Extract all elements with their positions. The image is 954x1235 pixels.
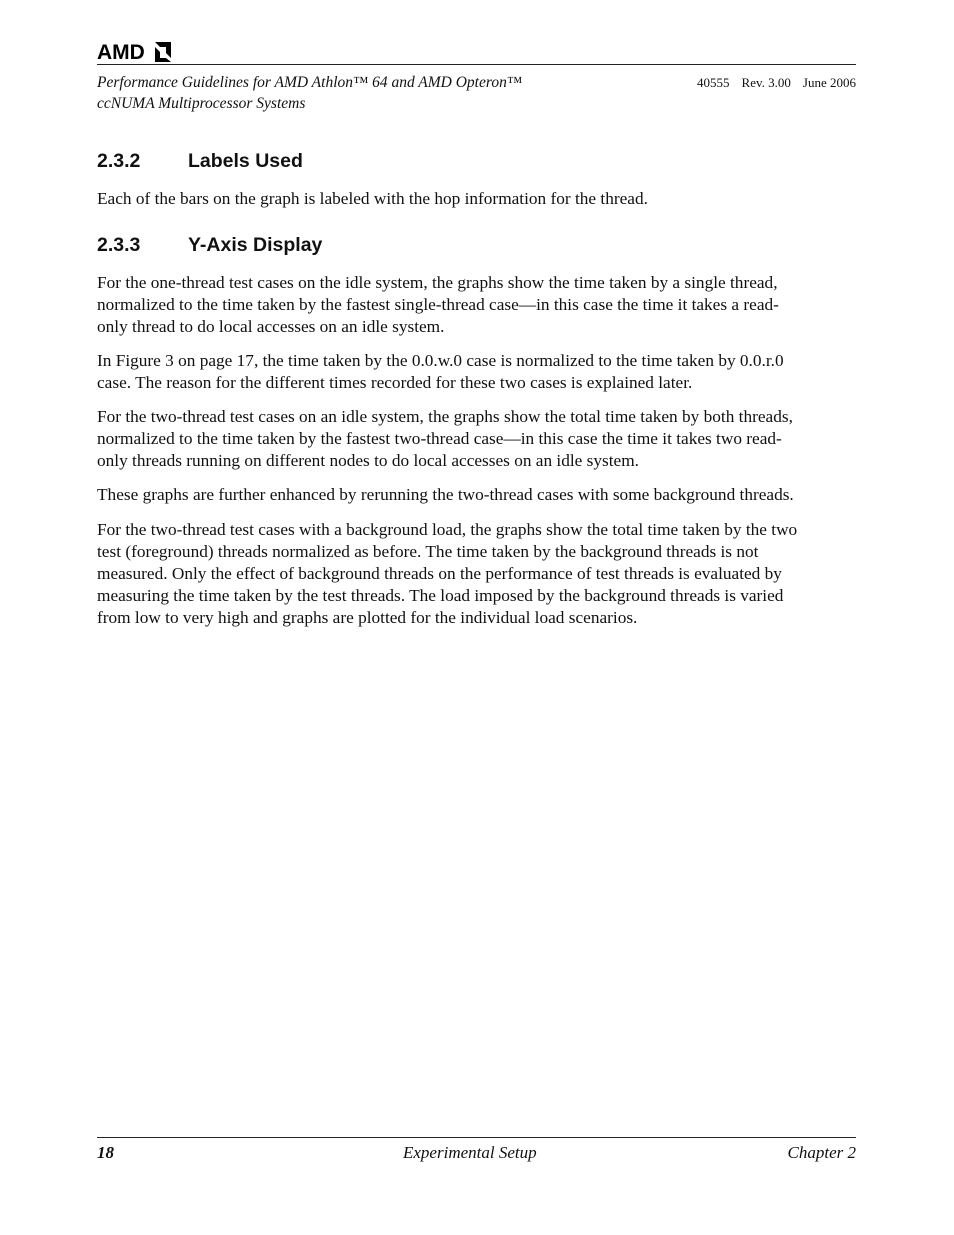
footer-chapter: Chapter 2 [787, 1143, 856, 1162]
amd-logo [97, 40, 173, 62]
amd-logo-text: AMD [97, 41, 145, 62]
paragraph [97, 188, 867, 210]
paragraph-line: measuring the time taken by the test threads. The load imposed by the background threads is varied [97, 586, 784, 605]
paragraph-line: These graphs are further enhanced by rerunning the two-thread cases with some background threads. [97, 485, 794, 504]
paragraph [97, 350, 867, 394]
paragraph-line: For the two-thread test cases with a background load, the graphs show the total time taken by the two [97, 520, 798, 539]
paragraph-line: In Figure 3 on page 17, the time taken by the 0.0.w.0 case is normalized to the time taken by 0.0.r.0 [97, 351, 784, 370]
document-title-line-2: ccNUMA Multiprocessor Systems [97, 95, 306, 112]
paragraph [97, 484, 867, 506]
section-heading-y-axis-display [97, 233, 322, 257]
document-number: 40555 [697, 75, 730, 90]
section-title: Y-Axis Display [188, 234, 323, 256]
paragraph-line: Each of the bars on the graph is labeled with the hop information for the thread. [97, 189, 648, 208]
paragraph-line: test (foreground) threads normalized as before. The time taken by the background threads is not [97, 542, 759, 561]
paragraph-line: only threads running on different nodes to do local accesses on an idle system. [97, 451, 639, 470]
document-date: June 2006 [802, 75, 856, 90]
section-number: 2.3.3 [97, 234, 141, 256]
paragraph [97, 272, 867, 338]
footer-rule [97, 1137, 856, 1138]
paragraph-line: only thread to do local accesses on an idle system. [97, 317, 445, 336]
paragraph [97, 406, 867, 472]
document-title-line-1: Performance Guidelines for AMD Athlon™ 64 and AMD Opteron™ [97, 74, 523, 91]
footer-section-name: Experimental Setup [403, 1143, 537, 1162]
paragraph-line: case. The reason for the different times recorded for these two cases is explained later. [97, 373, 693, 392]
paragraph-line: normalized to the time taken by the fastest single-thread case—in this case the time it takes a read- [97, 295, 779, 314]
document-meta [697, 75, 856, 91]
document-revision: Rev. 3.00 [741, 75, 791, 90]
paragraph-line: from low to very high and graphs are plotted for the individual load scenarios. [97, 608, 638, 627]
amd-logo-icon [97, 40, 173, 62]
document-title [97, 72, 657, 114]
section-number: 2.3.2 [97, 150, 141, 172]
paragraph-line: measured. Only the effect of background threads on the performance of test threads is evaluated by [97, 564, 782, 583]
paragraph-line: normalized to the time taken by the fastest two-thread case—in this case the time it takes two read- [97, 429, 782, 448]
page-number: 18 [97, 1143, 114, 1162]
section-heading-labels-used [97, 149, 303, 173]
paragraph [97, 519, 867, 629]
paragraph-line: For the one-thread test cases on the idle system, the graphs show the time taken by a single thread, [97, 273, 778, 292]
header-rule [97, 64, 856, 65]
paragraph-line: For the two-thread test cases on an idle system, the graphs show the total time taken by both threads, [97, 407, 793, 426]
section-title: Labels Used [188, 150, 303, 172]
